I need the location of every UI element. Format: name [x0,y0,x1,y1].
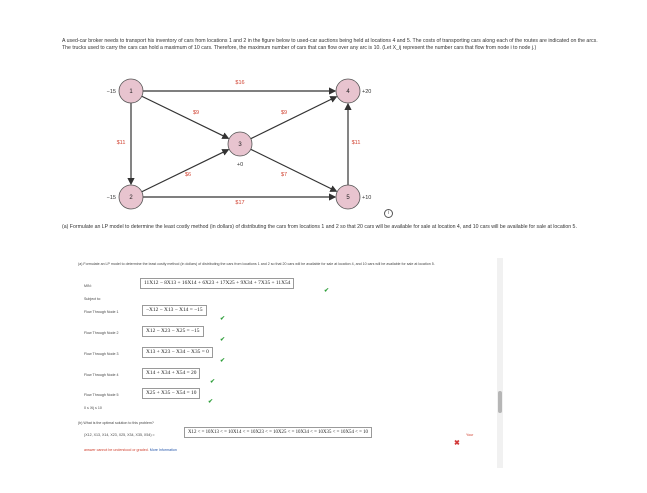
part-a-question: (a) Formulate an LP model to determine the least costly method (in dollars) of distributing the cars from locations 1 and 2 so that 20 cars will be available for sale at location 4, and 10 cars will be available for sale at location 5. [62,224,577,230]
panel-scrollbar-thumb[interactable] [498,391,502,413]
node2-check-icon: ✔ [220,337,226,343]
node4-label: Flow Through Node 4 [84,373,119,377]
node-supply-2: −15 [106,195,116,201]
node1-label: Flow Through Node 1 [84,310,119,314]
info-icon[interactable]: i [384,209,393,218]
arc-3-4 [251,97,337,139]
node2-constraint-input[interactable]: X12 − X23 − X25 = −15 [142,326,204,337]
arc-cost-1-4: $16 [235,80,245,86]
node2-label: Flow Through Node 2 [84,331,119,335]
node1-constraint-input[interactable]: −X12 − X13 − X14 = −15 [142,305,207,316]
more-information-link[interactable]: More Information [149,448,177,452]
vars-tuple: (X12, X13, X14, X23, X25, X34, X35, X54) = [84,433,155,437]
panel-part-a-question: (a) Formulate an LP model to determine the least costly method (in dollars) of distributing the cars from locations 1 and 2 so that 20 cars will be available for sale at location 4, and 10 cars will be available for sale at location 5. [78,262,435,266]
subject-to-label: Subject to: [84,297,101,301]
node-label-3: 3 [238,142,242,148]
min-label: MIN: [84,284,92,288]
feedback-message [84,448,177,452]
arc-cost-2-3: $6 [184,172,192,178]
your-label: Your [466,433,474,437]
wrong-cross-icon: ✖ [454,440,460,447]
panel-scrollbar-track[interactable] [497,258,503,468]
node4-check-icon: ✔ [210,379,216,385]
feedback-red-text: answer cannot be understood or graded. [84,448,149,452]
arc-3-5 [251,149,337,191]
node-supply-1: −15 [106,89,116,95]
arc-cost-5-4: $11 [351,140,361,146]
arc-2-3 [142,150,229,192]
arc-cost-3-4: $9 [280,110,288,116]
answer-panel [76,258,504,468]
node-label-2: 2 [129,195,133,201]
objective-input[interactable]: 11X12 − 8X13 + 16X14 + 6X23 + 17X25 + 9X34 + 7X35 + 11X54 [140,278,294,289]
node-supply-5: +10 [362,195,372,201]
node5-constraint-input[interactable]: X25 + X35 − X54 = 10 [142,388,200,399]
network-diagram [0,0,647,230]
optimal-solution-input[interactable]: X12 < = 10X13 < = 10X14 < = 10X23 < = 10X25 < = 10X34 < = 10X35 < = 10X54 < = 10 [184,427,372,438]
node-supply-3: +0 [236,162,244,168]
arc-1-3 [142,96,229,138]
node3-constraint-input[interactable]: X13 + X23 − X34 − X35 = 0 [142,347,213,358]
problem-statement: A used-car broker needs to transport his inventory of cars from locations 1 and 2 in the figure below to used-car auctions being held at locations 4 and 5. The costs of transporting cars along each of the routes are indicated on the arcs. The trucks used to carry the cars can hold a maximum of 10 cars. Therefore, the maximum number of cars that can flow over any arc is 10. (Let X_ij represent the number cars that flow from node i to node j.) [62,38,598,52]
arc-cost-1-2: $11 [116,140,126,146]
objective-check-icon: ✔ [324,288,330,294]
arc-cost-1-3: $9 [192,110,200,116]
node-label-4: 4 [346,89,350,95]
node3-label: Flow Through Node 3 [84,352,119,356]
part-b-question: (b) What is the optimal solution to this problem? [78,421,154,425]
node-supply-4: +20 [362,89,372,95]
node4-constraint-input[interactable]: X14 + X34 + X54 = 20 [142,368,200,379]
arc-cost-3-5: $7 [280,172,288,178]
node5-check-icon: ✔ [208,399,214,405]
bounds-text: 0 ≤ Xij ≤ 10 [84,406,102,410]
node3-check-icon: ✔ [220,358,226,364]
arc-cost-2-5: $17 [235,200,245,206]
node1-check-icon: ✔ [220,316,226,322]
node5-label: Flow Through Node 5 [84,393,119,397]
node-label-5: 5 [346,195,350,201]
node-label-1: 1 [129,89,133,95]
